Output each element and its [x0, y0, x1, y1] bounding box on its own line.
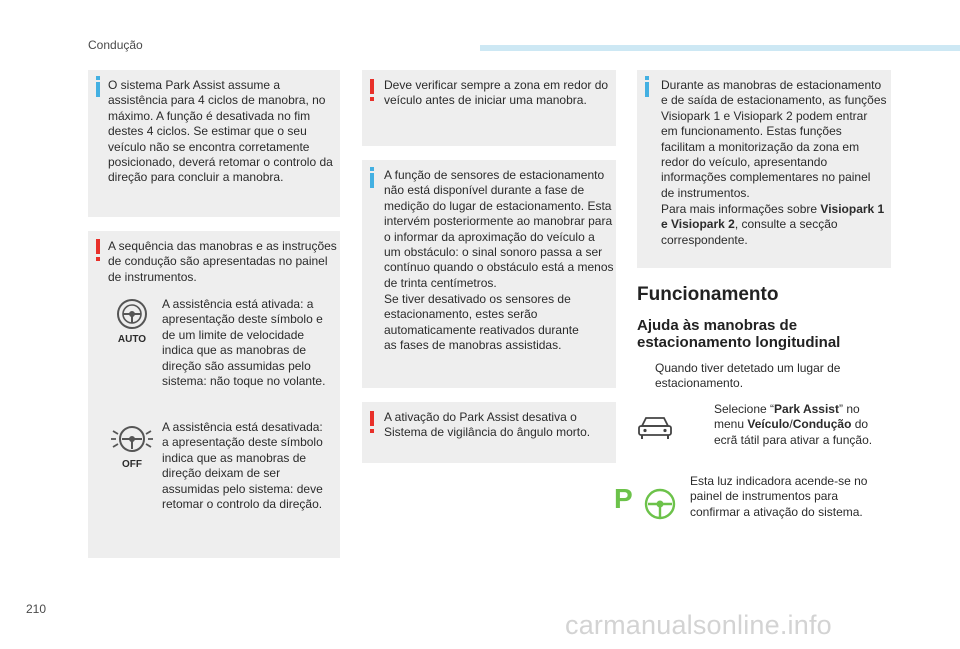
auto-icon-label: AUTO	[117, 334, 147, 345]
info-box-park-assist	[88, 70, 340, 217]
car-icon	[634, 412, 676, 442]
warning-text: A sequência das manobras e as instruções de condução são apresentadas no painel de instrumentos.	[108, 239, 337, 284]
watermark: carmanualsonline.info	[565, 610, 832, 640]
step-2-prefix: Selecione “	[714, 402, 775, 416]
steering-auto-icon	[110, 297, 154, 345]
step-2-menu-park-assist: Park Assist	[774, 402, 839, 416]
info-icon	[645, 82, 649, 97]
info-text: O sistema Park Assist assume a assistência para 4 ciclos de manobra, no máximo. A função é desativada no fim destes 4 ciclos. Se estimar que o seu veículo não se encontra corretamente posicionado, deverá retomar o controlo da direção para concluir a manobra.	[108, 78, 333, 185]
off-icon-label: OFF	[122, 459, 142, 470]
park-assist-indicator-icon	[612, 480, 684, 524]
step-2-text	[714, 402, 884, 448]
auto-status-text: A assistência está ativada: a apresentação deste símbolo e de um limite de velocidade indica que as manobras de direção são assumidas pelo sistema: não toque no volante.	[162, 297, 326, 389]
indicator-text: Esta luz indicadora acende-se no painel de instrumentos para confirmar a ativação do sistema.	[690, 474, 868, 519]
info-text: Durante as manobras de estacionamento e de saída de estacionamento, as funções Visiopark 1 e Visiopark 2 podem entrar em funcionamento. Estas funções facilitam a monitorização da zona em redor do veículo, apresentando informações complementares no painel de instrumentos.	[661, 78, 887, 200]
step-2-mid: ” no menu	[714, 402, 860, 432]
warning-icon	[370, 79, 374, 94]
subheading-line1: Ajuda às manobras de	[637, 317, 798, 334]
info-icon	[370, 173, 374, 188]
step-1-text: Quando tiver detetado um lugar de estacionamento.	[655, 361, 841, 391]
warning-icon	[370, 411, 374, 426]
step-2-slash: /	[789, 417, 793, 432]
info-box-visiopark	[637, 70, 891, 268]
warning-box-sequence	[88, 231, 340, 558]
subheading	[637, 317, 840, 351]
steering-off-icon	[110, 422, 154, 470]
step-2-suffix: do ecrã tátil para ativar a função.	[714, 417, 873, 447]
warning-box-surroundings	[362, 70, 616, 146]
indicator-letter-glyph: P	[614, 483, 633, 514]
info-more-bold: Visiopark 1 e Visiopark 2	[661, 202, 885, 232]
header-bar	[480, 45, 960, 51]
info-more-prefix: Para mais informações sobre	[661, 202, 821, 216]
warning-text: A ativação do Park Assist desativa o Sistema de vigilância do ângulo morto.	[384, 410, 591, 440]
info-box-sensors	[362, 160, 616, 388]
warning-box-blind-spot	[362, 402, 616, 463]
info-more-suffix: , consulte a secção correspondente.	[661, 217, 838, 247]
step-2-menu-vehicle: Veículo	[747, 417, 790, 432]
step-2-menu-driving: Condução	[792, 417, 852, 432]
info-more-text	[661, 202, 891, 248]
section-heading: Funcionamento	[637, 284, 779, 305]
section-title: Condução	[88, 38, 143, 52]
warning-icon	[96, 239, 100, 254]
off-status-text: A assistência está desativada: a apresentação deste símbolo indica que as manobras de direção deixam de ser assumidas pelo sistema: deve retomar o controlo da direção.	[162, 420, 323, 512]
info-text-2: Se tiver desativado os sensores de estacionamento, estes serão automaticamente reativados durante as fases de manobras assistidas.	[384, 292, 579, 353]
warning-text: Deve verificar sempre a zona em redor do veículo antes de iniciar uma manobra.	[384, 78, 609, 108]
page-number: 210	[26, 602, 47, 616]
info-icon	[96, 82, 100, 97]
subheading-line2: estacionamento longitudinal	[637, 334, 841, 351]
info-text: A função de sensores de estacionamento não está disponível durante a fase de medição do lugar de estacionamento. Esta intervém posteriormente ao manobrar para o informar da aproximação do veículo a um obstáculo: o sinal sonoro passa a ser contínuo quando o obstáculo está a menos de trinta centímetros.	[384, 168, 614, 290]
